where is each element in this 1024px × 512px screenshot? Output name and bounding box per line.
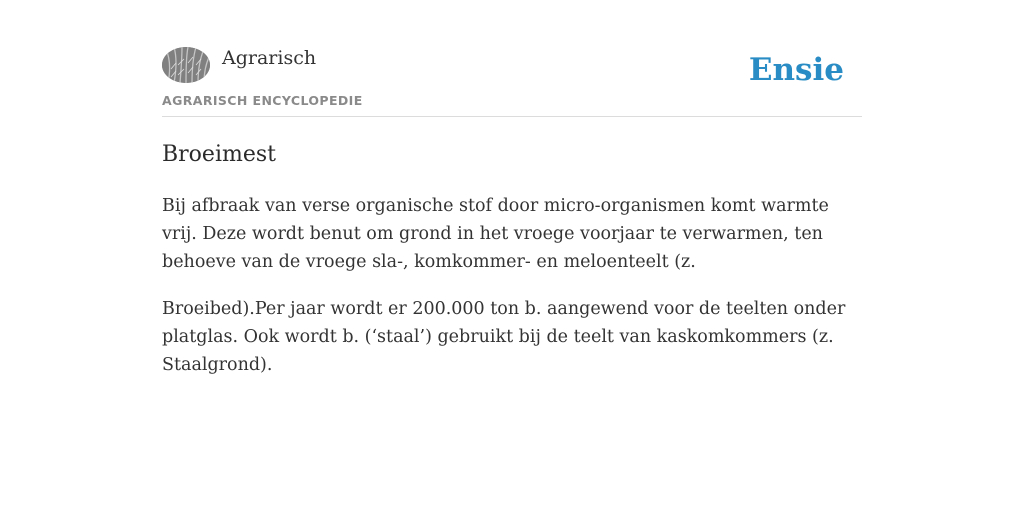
book-name[interactable]: Agrarisch xyxy=(222,47,317,69)
ensie-brand-link[interactable]: Ensie xyxy=(748,52,844,88)
header xyxy=(162,44,862,117)
article-paragraph: Broeibed).Per jaar wordt er 200.000 ton b. aangewend voor de teelten onder platglas. Ook wordt b. (‘staal’) gebruikt bij de teelt van kaskomkommers (z. Staalgrond). xyxy=(162,299,846,375)
article-content xyxy=(162,192,862,398)
article-paragraph: Bij afbraak van verse organische stof door micro-organismen komt warmte vrij. Deze wordt benut om grond in het vroege voorjaar te verwarmen, ten behoeve van de vroege sla-, komkommer- en meloenteelt (z. xyxy=(162,196,829,272)
article-title: Broeimest xyxy=(162,142,276,167)
wheat-logo-icon[interactable] xyxy=(162,47,210,83)
book-subtitle: AGRARISCH ENCYCLOPEDIE xyxy=(162,93,363,108)
